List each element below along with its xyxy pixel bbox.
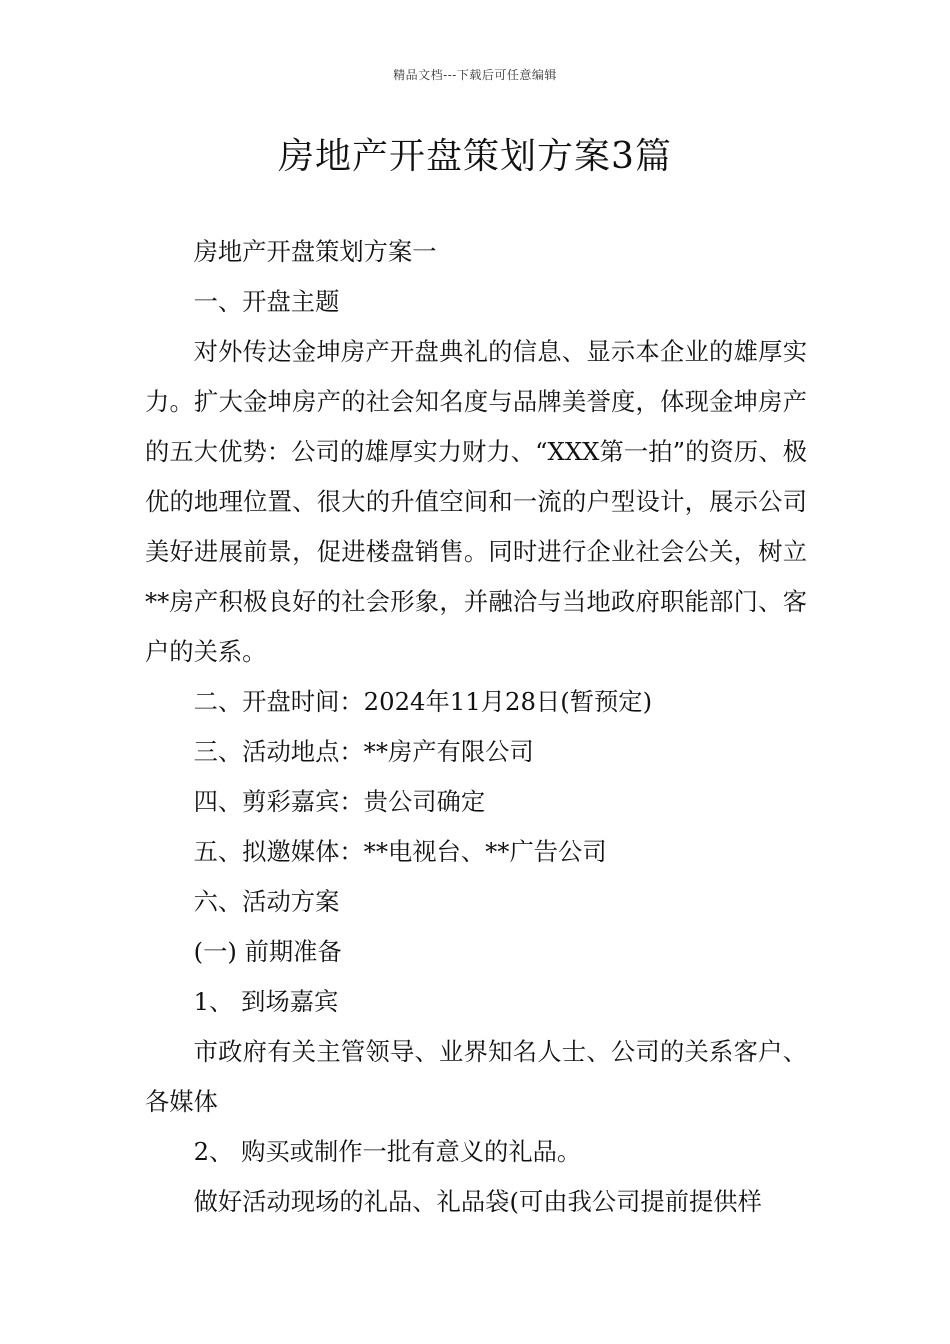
paragraph-media: 五、拟邀媒体：**电视台、**广告公司 xyxy=(193,837,607,866)
header-note: 精品文档---下载后可任意编辑 xyxy=(393,68,557,82)
paragraph-gifts-body: 做好活动现场的礼品、礼品袋(可由我公司提前提供样 xyxy=(193,1187,762,1216)
paragraph-opening-theme-heading: 一、开盘主题 xyxy=(193,287,340,316)
paragraph-guests-item: 1、 到场嘉宾 xyxy=(193,987,339,1016)
paragraph-opening-time: 二、开盘时间：2024年11月28日(暂预定) xyxy=(193,687,653,716)
document-title: 房地产开盘策划方案3篇 xyxy=(278,136,672,177)
paragraph-preparation-heading: (一) 前期准备 xyxy=(193,937,342,966)
paragraph-section-heading: 房地产开盘策划方案一 xyxy=(193,237,437,266)
paragraph-gifts-item: 2、 购买或制作一批有意义的礼品。 xyxy=(193,1137,582,1166)
paragraph-guests-body: 市政府有关主管领导、业界知名人士、公司的关系客户、各媒体 xyxy=(145,1037,807,1116)
paragraph-ribbon-guests: 四、剪彩嘉宾：贵公司确定 xyxy=(193,787,486,816)
document-body xyxy=(145,227,807,1227)
paragraph-opening-theme-body: 对外传达金坤房产开盘典礼的信息、显示本企业的雄厚实力。扩大金坤房产的社会知名度与品牌美誉度，体现金坤房产的五大优势：公司的雄厚实力财力、“XXX第一拍”的资历、极优的地理位置、很大的升值空间和一流的户型设计，展示公司美好进展前景，促进楼盘销售。同时进行企业社会公关，树立**房产积极良好的社会形象，并融洽与当地政府职能部门、客户的关系。 xyxy=(145,337,807,666)
paragraph-activity-plan-heading: 六、活动方案 xyxy=(193,887,340,916)
paragraph-venue: 三、活动地点：**房产有限公司 xyxy=(193,737,534,766)
